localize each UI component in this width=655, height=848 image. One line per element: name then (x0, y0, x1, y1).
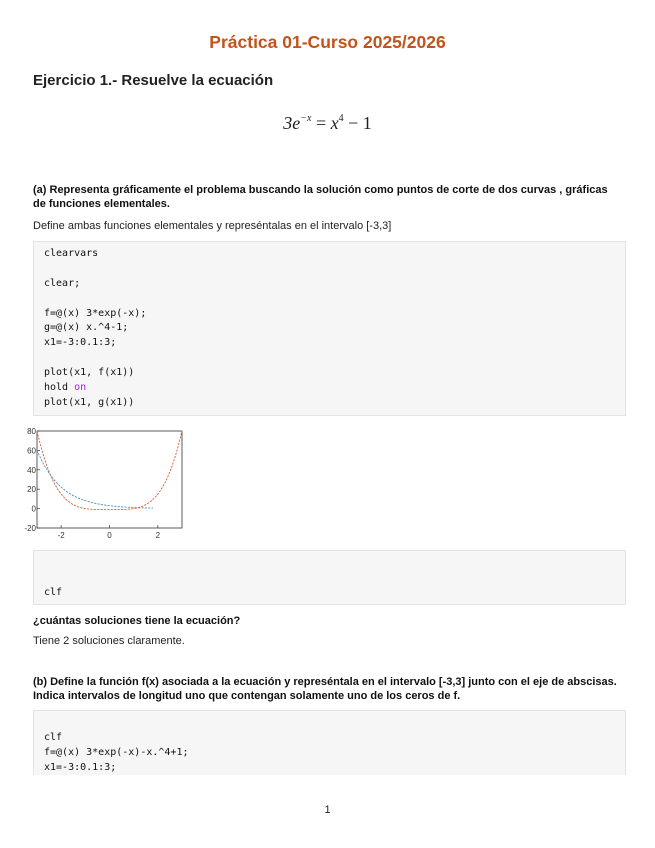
code-line: clearvars (44, 248, 99, 259)
code-line: clf (44, 731, 63, 743)
page-title: Práctica 01-Curso 2025/2026 (209, 32, 446, 52)
code-line: clf (44, 586, 63, 598)
code-line: clear; (44, 277, 81, 289)
y-tick-label: 40 (27, 465, 36, 475)
exercise-heading: Ejercicio 1.- Resuelve la ecuación (33, 72, 274, 89)
y-tick-label: 20 (27, 485, 36, 495)
code-block-3[interactable] (33, 710, 626, 775)
part-b-question: (b) Define la función f(x) asociada a la ecuación y represéntala en el intervalo [-3,3] junto con el eje de abscisas. Indica intervalos de longitud uno que contengan solamente uno de los ceros de f. (33, 676, 617, 702)
equation (0, 113, 655, 134)
question-2: ¿cuántas soluciones tiene la ecuación? (33, 615, 241, 627)
x-tick-label: -2 (57, 531, 65, 540)
code-line: plot(x1, g(x1)) (44, 396, 135, 408)
equation-x: x (330, 113, 339, 133)
x-tick-label: 0 (107, 531, 112, 540)
y-tick-label: 60 (27, 446, 36, 456)
code-line-blank (44, 571, 625, 586)
code-line-blank (44, 292, 625, 307)
code-line-blank (44, 351, 625, 366)
code-line: g=@(x) x.^4-1; (44, 322, 129, 334)
equation-minus-one: − 1 (343, 113, 372, 133)
answer-2: Tiene 2 soluciones claramente. (33, 635, 185, 647)
code-block-1[interactable] (33, 241, 626, 416)
y-tick-label: 0 (31, 504, 36, 514)
equation-exponent: −x (300, 113, 312, 124)
part-a-instruction: Define ambas funciones elementales y represéntalas en el intervalo [-3,3] (33, 220, 392, 232)
code-line: plot(x1, f(x1)) (44, 367, 135, 379)
code-block-2[interactable] (33, 550, 626, 605)
code-hold: hold (44, 382, 75, 394)
x-tick-label: 2 (155, 531, 161, 540)
equation-base: 3e (283, 113, 301, 133)
line-chart (24, 427, 188, 545)
code-line: f=@(x) 3*exp(-x)-x.^4+1; (44, 746, 189, 758)
code-line: x1=-3:0.1:3; (44, 337, 117, 349)
equation-power: 4 (338, 113, 344, 124)
code-line: f=@(x) 3*exp(-x); (44, 307, 147, 319)
code-line: x1=-3:0.1:3; (44, 761, 117, 773)
code-line-blank (44, 556, 625, 571)
code-line-blank (44, 716, 625, 731)
y-tick-label: -20 (24, 524, 36, 533)
code-keyword-on: on (74, 382, 87, 394)
part-a-question: (a) Representa gráficamente el problema buscando la solución como puntos de corte de dos curvas , gráficas de funciones elementales. (33, 184, 608, 210)
plot-area (37, 431, 182, 528)
page-number: 1 (324, 804, 331, 816)
y-tick-label: 80 (27, 427, 36, 436)
code-line-blank (44, 262, 625, 277)
code-line (44, 381, 625, 396)
equation-equals: = (311, 113, 331, 133)
